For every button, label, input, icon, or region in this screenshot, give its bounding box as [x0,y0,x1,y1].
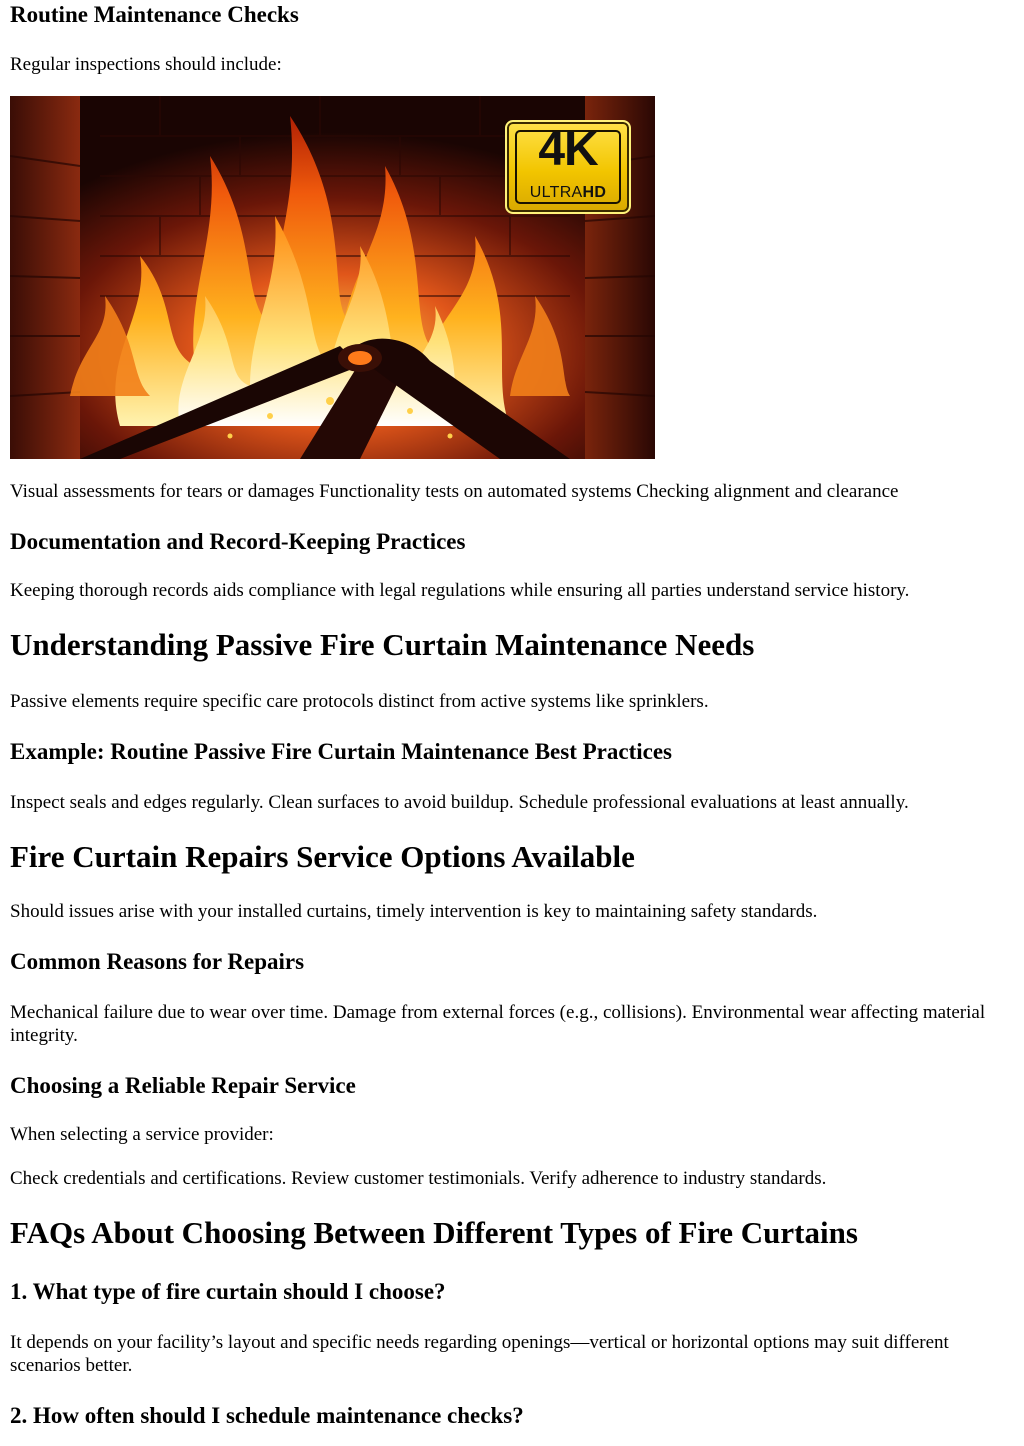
badge-4k-text: 4K [538,123,598,176]
routine-checklist-text: Visual assessments for tears or damages Functionality tests on automated systems Checking alignment and clearance [10,481,899,502]
4k-ultra-hd-badge [505,120,631,214]
section-heading-routine-maintenance: Routine Maintenance Checks [10,2,299,27]
section-heading-repairs-service: Fire Curtain Repairs Service Options Available [10,839,635,874]
documentation-text: Keeping thorough records aids compliance with legal regulations while ensuring all parties understand service history. [10,580,910,601]
badge-hd-text: HD [582,184,607,201]
reasons-text: Mechanical failure due to wear over time. Damage from external forces (e.g., collisions). Environmental wear affecting material integrity. [10,1002,986,1046]
fireplace-image [10,96,655,459]
faq-question-2: 2. How often should I schedule maintenance checks? [10,1403,524,1428]
section-heading-faqs: FAQs About Choosing Between Different Types of Fire Curtains [10,1215,858,1250]
section-heading-documentation: Documentation and Record-Keeping Practices [10,529,466,554]
section-heading-example-best-practices: Example: Routine Passive Fire Curtain Maintenance Best Practices [10,739,672,764]
section-heading-common-reasons: Common Reasons for Repairs [10,949,305,974]
routine-intro-text: Regular inspections should include: [10,54,282,75]
section-heading-choosing-repair-service: Choosing a Reliable Repair Service [10,1073,356,1098]
faq-answer-1: It depends on your facility’s layout and specific needs regarding openings—vertical or horizontal options may suit different scenarios better. [10,1332,949,1376]
example-text: Inspect seals and edges regularly. Clean surfaces to avoid buildup. Schedule professional evaluations at least annually. [10,792,909,813]
badge-ultrahd-text [507,184,629,202]
faq-question-1: 1. What type of fire curtain should I choose? [10,1279,446,1304]
badge-ultra-text: ULTRA [529,184,583,201]
choosing-intro-text: When selecting a service provider: [10,1124,274,1145]
choosing-text: Check credentials and certifications. Review customer testimonials. Verify adherence to industry standards. [10,1168,827,1189]
passive-text: Passive elements require specific care protocols distinct from active systems like sprinklers. [10,691,709,712]
repairs-text: Should issues arise with your installed curtains, timely intervention is key to maintaining safety standards. [10,901,818,922]
section-heading-passive-maintenance: Understanding Passive Fire Curtain Maintenance Needs [10,627,755,662]
